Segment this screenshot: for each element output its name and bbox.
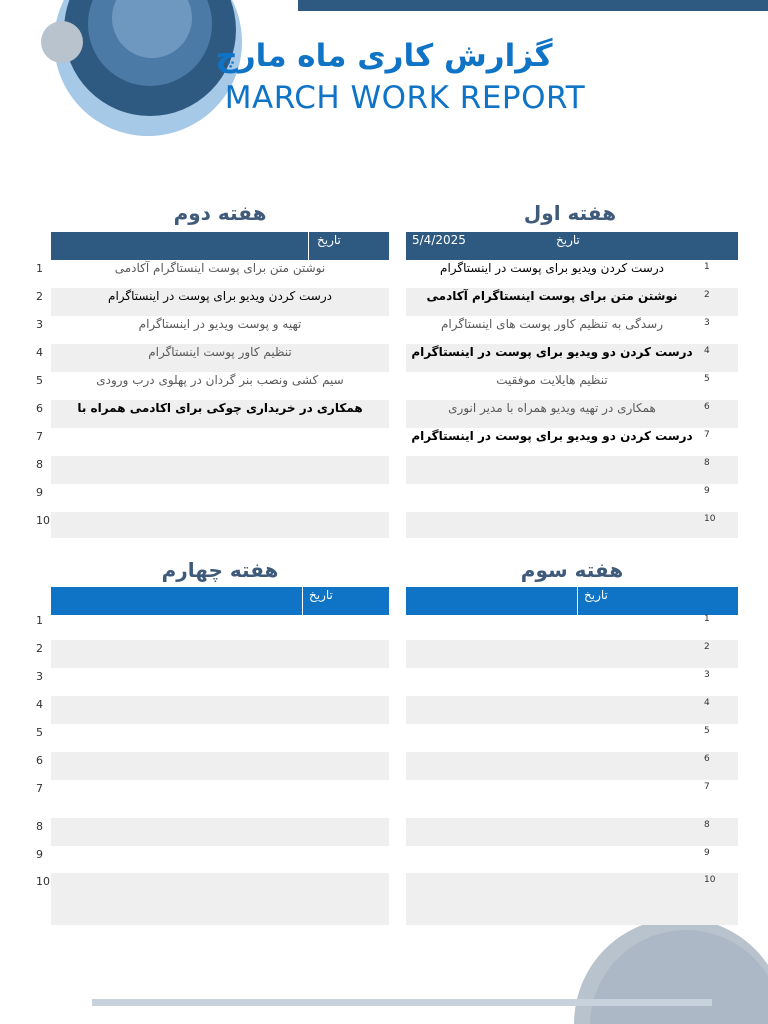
week1-row-text: نوشتن متن برای پوست اینستاگرام آکادمی [426,289,678,303]
week4-row-number: 8 [36,820,43,833]
week2-row [51,400,389,428]
week1-row-number: 3 [704,318,710,328]
week2-row-text [51,457,389,484]
week4-row-number: 4 [36,698,43,711]
week4-row [51,612,389,640]
week2-row-number: 8 [36,458,43,471]
week1-row [406,400,738,428]
week2-row-text [51,485,389,512]
week1-row-number: 6 [704,402,710,412]
week4-row [51,752,389,780]
week1-row-text: رسدگی به تنظیم کاور پوست های اینستاگرام [440,317,664,331]
week2-row-number: 5 [36,374,43,387]
week2-row-text: سیم کشی ونصب بنر گردان در پهلوی درب ورودی [96,373,344,387]
week4-row-text [51,781,389,808]
week3-row-number: 6 [704,754,710,764]
week4-row-number: 9 [36,848,43,861]
week1-row [406,372,738,400]
week2-title: هفته دوم [173,201,267,225]
week2-row [51,372,389,400]
week2-row [51,484,389,512]
week4-row [51,696,389,724]
bottom-accent-bar [92,999,712,1006]
week3-row-text [406,753,738,780]
week2-row [51,456,389,484]
week3-row [406,640,738,668]
week1-row-text [406,485,698,512]
week4-row-number: 1 [36,614,43,627]
week3-row-text [406,697,738,724]
week4-row-text [51,697,389,724]
week3-table-header [406,587,738,615]
week3-row-number: 7 [704,782,710,792]
week1-row [406,428,738,456]
week4-row-text [51,641,389,668]
week1-table-header [406,232,738,260]
week4-row-number: 5 [36,726,43,739]
week1-row [406,316,738,344]
week1-date-label: تاریخ [556,233,580,247]
week3-row-text [406,641,738,668]
week1-row-number: 4 [704,346,710,356]
top-accent-bar [298,0,768,11]
week1-row-text: تنظیم هایلایت موفقیت [496,373,608,387]
week2-row-text: تنظیم کاور پوست اینستاگرام [148,345,292,359]
week4-row [51,780,389,818]
week2-row [51,260,389,288]
week2-row [51,316,389,344]
week1-row [406,344,738,372]
week2-row-text: درست کردن ویدیو برای پوست در اینستاگرام [108,289,332,303]
decorative-circles-top [0,0,300,150]
week3-row-text [406,669,738,696]
week1-row [406,288,738,316]
week3-row-number: 3 [704,670,710,680]
week4-title: هفته چهارم [161,558,279,582]
week3-row [406,873,738,925]
week1-date-value: 5/4/2025 [412,233,466,247]
week2-row-text: نوشتن متن برای پوست اینستاگرام آکادمی [114,261,326,275]
week4-row-number: 2 [36,642,43,655]
week3-row [406,612,738,640]
week1-row-number: 7 [704,430,710,440]
week4-row-text [51,613,389,640]
week1-row-number: 8 [704,458,710,468]
week4-row-text [51,874,389,901]
week3-row-number: 5 [704,726,710,736]
week1-row-text [406,513,698,540]
week4-row [51,724,389,752]
week3-row [406,724,738,752]
week1-row-number: 9 [704,486,710,496]
decorative-circle-bottom [568,914,768,1024]
week2-row-text: همکاری در خریداری چوکی برای اکادمی همراه با [77,401,363,415]
week3-row-number: 1 [704,614,710,624]
week2-row-number: 3 [36,318,43,331]
week2-table-header [51,232,389,260]
week4-row [51,640,389,668]
week3-header-divider [577,587,578,615]
week3-date-label: تاریخ [584,588,608,602]
week3-row-text [406,819,738,846]
week3-title: هفته سوم [520,558,624,582]
week1-row [406,484,738,512]
week1-row-text: درست کردن دو ویدیو برای پوست در اینستاگرام [411,429,693,443]
week2-row-number: 2 [36,290,43,303]
week4-date-label: تاریخ [309,588,333,602]
week4-row-text [51,753,389,780]
week1-row-number: 2 [704,290,710,300]
week3-row-number: 9 [704,848,710,858]
week2-row [51,288,389,316]
week1-row [406,456,738,484]
week1-row-text: درست کردن دو ویدیو برای پوست در اینستاگرام [411,345,693,359]
week2-row-number: 7 [36,430,43,443]
week3-row-text [406,725,738,752]
week3-row-number: 8 [704,820,710,830]
week1-row [406,512,738,538]
week4-table-header [51,587,389,615]
week3-row [406,818,738,846]
week3-row [406,668,738,696]
week2-row-number: 4 [36,346,43,359]
week4-row-text [51,669,389,696]
week1-row [406,260,738,288]
page-title-persian: گزارش کاری ماه مارچ [215,38,553,74]
week4-row [51,818,389,846]
week2-row-number: 9 [36,486,43,499]
week2-date-label: تاریخ [317,233,341,247]
week3-row-number: 4 [704,698,710,708]
week4-row-number: 10 [36,875,50,888]
week1-row-text: همکاری در تهیه ویدیو همراه با مدیر انوری [448,401,656,415]
week3-row-text [406,847,738,874]
week4-row [51,846,389,873]
week3-row-text [406,874,738,901]
week2-header-divider [308,232,309,260]
page-title-english: MARCH WORK REPORT [224,80,586,116]
week3-row [406,846,738,873]
week1-row-number: 1 [704,262,710,272]
week3-row-number: 2 [704,642,710,652]
week4-row [51,668,389,696]
week2-row-text [51,513,389,540]
week2-row-text: تهیه و پوست ویدیو در اینستاگرام [138,317,302,331]
week3-row [406,752,738,780]
week2-row [51,428,389,456]
week2-row [51,512,389,538]
week2-row-number: 6 [36,402,43,415]
week1-title: هفته اول [523,201,617,225]
week3-row-text [406,613,738,640]
week4-header-divider [302,587,303,615]
week2-row-number: 1 [36,262,43,275]
week1-row-number: 10 [704,514,716,524]
week4-row-number: 6 [36,754,43,767]
week1-row-text [406,457,698,484]
week2-row-text [51,429,389,456]
week3-row [406,696,738,724]
week2-row [51,344,389,372]
week4-row-text [51,847,389,874]
week3-row-number: 10 [704,875,716,885]
week3-row [406,780,738,818]
week3-row-text [406,781,738,808]
week1-row-text: درست کردن ویدیو برای پوست در اینستاگرام [440,261,664,275]
week4-row-text [51,725,389,752]
week4-row-number: 7 [36,782,43,795]
week1-row-number: 5 [704,374,710,384]
week4-row [51,873,389,925]
week4-row-text [51,819,389,846]
week4-row-number: 3 [36,670,43,683]
week2-row-number: 10 [36,514,50,527]
